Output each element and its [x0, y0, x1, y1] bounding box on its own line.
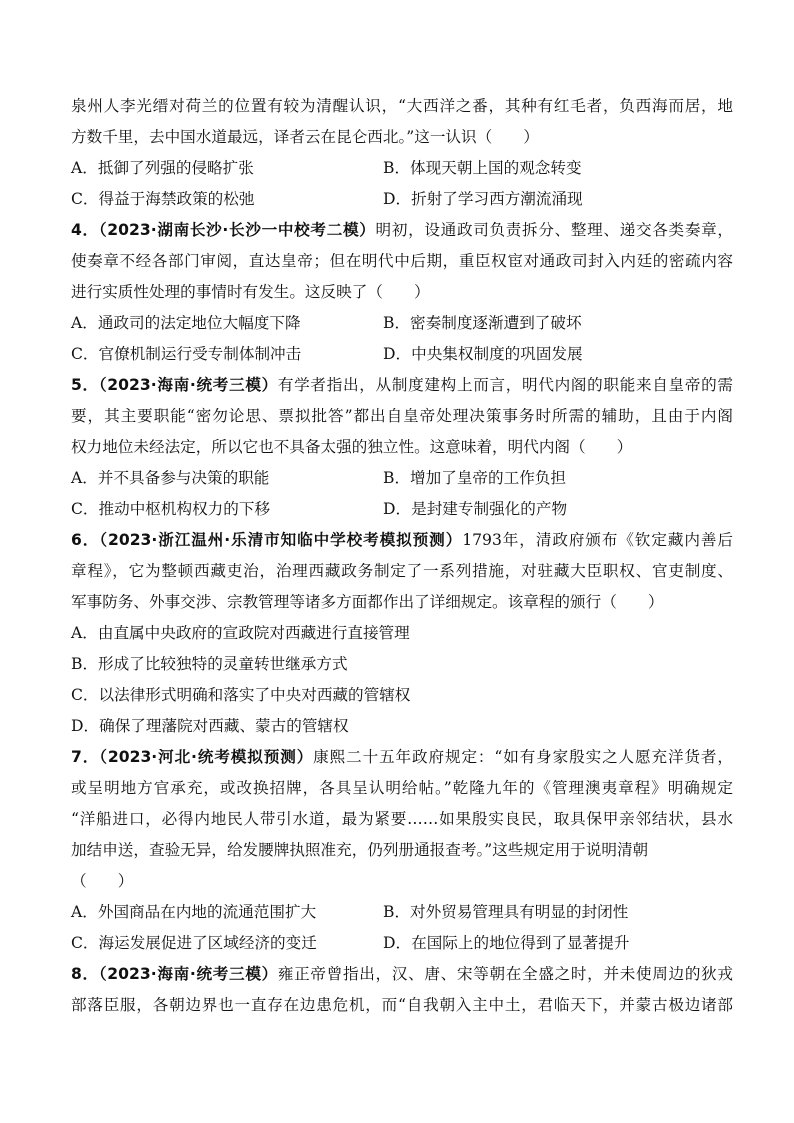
question-number: 5．: [71, 376, 99, 394]
q4-option-b: B．密奏制度逐渐遭到了破坏: [383, 314, 582, 332]
q6-stem-line: [71, 529, 733, 551]
q6-option-a: A．由直属中央政府的宣政院对西藏进行直接管理: [71, 624, 410, 642]
q6-stem-line: 军事防务、外事交涉、宗教管理等诸多方面都作出了详细规定。该章程的颁行（ ）: [71, 593, 664, 611]
q7-option-a: A．外国商品在内地的流通范围扩大: [71, 903, 317, 921]
question-source: （2023·河北·统考模拟预测）: [99, 748, 314, 766]
q4-stem-line: 进行实质性处理的事情时有发生。这反映了（ ）: [71, 283, 430, 301]
q4-stem-line: 使奏章不经各部门审阅，直达皇帝；但在明代中后期，重臣权宦对通政司封入内廷的密疏内容: [71, 252, 733, 270]
q4-option-a: A．通政司的法定地位大幅度下降: [71, 314, 301, 332]
q6-stem-line: 章程》，它为整顿西藏吏治，治理西藏政务制定了一系列措施，对驻藏大臣职权、官吏制度、: [71, 562, 733, 580]
q3-option-c: C．得益于海禁政策的松弛: [71, 190, 255, 208]
question-number: 6．: [71, 531, 100, 549]
q5-stem-text: 有学者指出，从制度建构上而言，明代内阁的职能来自皇帝的需: [277, 376, 733, 394]
q6-option-d: D．确保了理藩院对西藏、蒙古的管辖权: [71, 717, 349, 735]
question-source: （2023·海南·统考三模）: [98, 376, 278, 394]
q4-option-d: D．中央集权制度的巩固发展: [383, 345, 583, 363]
q5-option-d: D．是封建专制强化的产物: [383, 500, 568, 518]
q5-option-b: B．增加了皇帝的工作负担: [383, 469, 566, 487]
q7-option-d: D．在国际上的地位得到了显著提升: [383, 934, 630, 952]
q5-stem-line: [71, 374, 733, 396]
q7-stem-line: [71, 746, 733, 768]
q5-stem-line: 要，其主要职能“密勿论思、票拟批答”都出自皇帝处理决策事务时所需的辅助，且由于内阁: [71, 407, 733, 425]
q7-stem-line: 加结申送，查验无异，给发腰牌执照准充，仍列册通报查考。”这些规定用于说明清朝: [71, 841, 649, 859]
q4-stem-text: 明初，设通政司负责拆分、整理、递交各类奏章，: [375, 221, 733, 239]
q4-stem-line: [71, 219, 733, 241]
q7-stem-text: 康熙二十五年政府规定：“如有身家殷实之人愿充洋货者，: [313, 748, 733, 766]
question-source: （2023·湖南长沙·长沙一中校考二模）: [98, 221, 376, 239]
q6-option-b: B．形成了比较独特的灵童转世继承方式: [71, 655, 348, 673]
q8-stem-line: 部落臣服，各朝边界也一直存在边患危机，而“自我朝入主中土，君临天下，并蒙古极边诸部: [71, 996, 733, 1014]
q3-option-a: A．抵御了列强的侵略扩张: [71, 159, 254, 177]
q8-stem-text: 雍正帝曾指出，汉、唐、宋等朝在全盛之时，并未使周边的狄戎: [277, 965, 733, 983]
question-number: 4．: [71, 221, 99, 239]
q7-option-b: B．对外贸易管理具有明显的封闭性: [383, 903, 629, 921]
question-number: 7．: [71, 748, 100, 766]
q5-option-c: C．推动中枢机构权力的下移: [71, 500, 271, 518]
q6-stem-text: 1793年，清政府颁布《钦定藏内善后: [462, 531, 733, 549]
q3-stem-line: 泉州人李光缙对荷兰的位置有较为清醒认识，“大西洋之番，其种有红毛者，负西海而居，地: [71, 97, 733, 115]
q3-stem-line: 方数千里，去中国水道最远，译者云在昆仑西北。”这一认识（ ）: [71, 128, 539, 146]
q6-option-c: C．以法律形式明确和落实了中央对西藏的管辖权: [71, 686, 411, 704]
q8-stem-line: [71, 963, 733, 985]
q5-option-a: A．并不具备参与决策的职能: [71, 469, 270, 487]
q7-stem-line: 或呈明地方官承充，或改换招牌，各具呈认明给帖。”乾隆九年的《管理澳夷章程》明确规定: [71, 779, 733, 797]
q7-stem-line: （ ）: [71, 872, 134, 890]
question-source: （2023·海南·统考三模）: [98, 965, 278, 983]
q5-stem-line: 权力地位未经法定，所以它也不具备太强的独立性。这意味着，明代内阁（ ）: [71, 438, 633, 456]
q4-option-c: C．官僚机制运行受专制体制冲击: [71, 345, 302, 363]
q3-option-b: B．体现天朝上国的观念转变: [383, 159, 582, 177]
q3-option-d: D．折射了学习西方潮流涌现: [383, 190, 583, 208]
q7-option-c: C．海运发展促进了区域经济的变迁: [71, 934, 317, 952]
question-number: 8．: [71, 965, 99, 983]
question-source: （2023·浙江温州·乐清市知临中学校考模拟预测）: [99, 531, 463, 549]
q7-stem-line: “洋船进口，必得内地民人带引水道，最为紧要……如果殷实良民，取具保甲亲邻结状，县水: [71, 810, 733, 828]
